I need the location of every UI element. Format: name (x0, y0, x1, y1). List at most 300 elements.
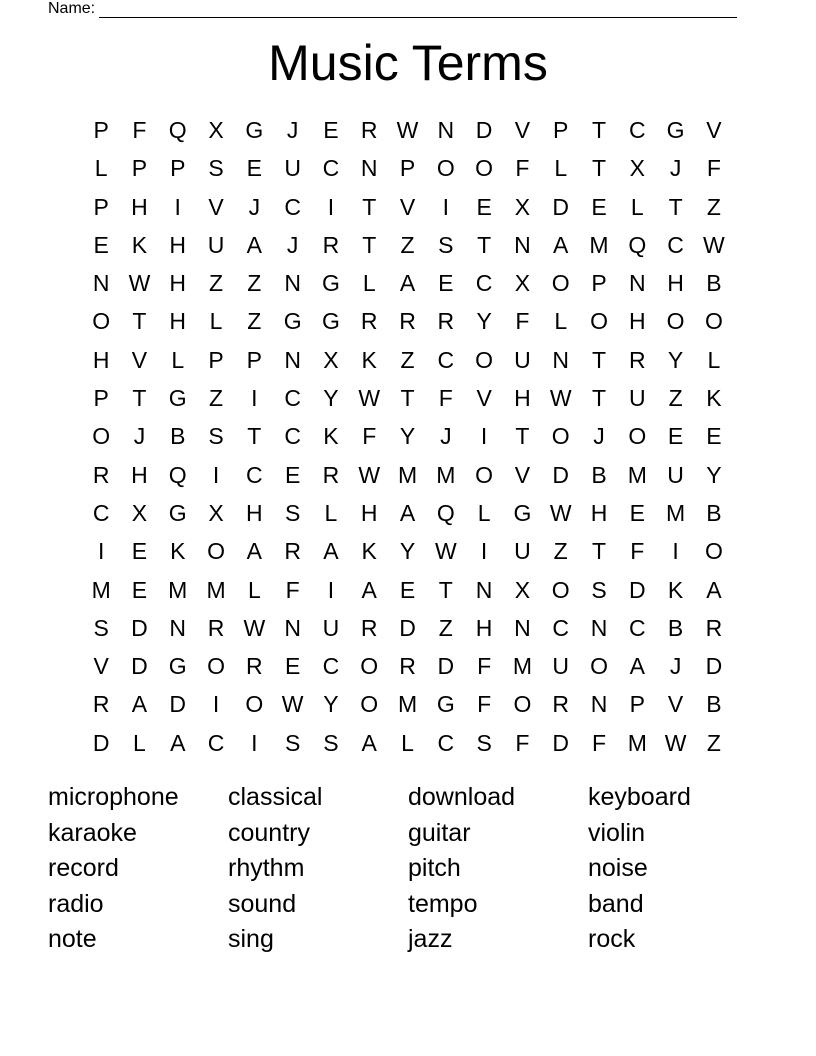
word-list-item: band (588, 889, 644, 918)
grid-letter: R (92, 691, 110, 718)
grid-letter: F (132, 117, 147, 143)
grid-letter: C (628, 117, 646, 143)
grid-letter: D (437, 653, 455, 680)
grid-letter: P (93, 193, 109, 220)
grid-letter: H (169, 270, 187, 297)
grid-letter: C (284, 385, 301, 412)
grid-letter: Q (628, 231, 647, 258)
grid-letter: H (628, 308, 646, 335)
grid-letter: O (436, 155, 455, 182)
grid-letter: X (629, 155, 645, 182)
grid-letter: I (251, 729, 258, 756)
grid-letter: I (212, 691, 220, 718)
grid-letter: W (281, 691, 304, 718)
grid-letter: Y (667, 346, 684, 373)
grid-letter: O (475, 461, 494, 488)
grid-letter: E (476, 193, 492, 220)
grid-letter: D (92, 729, 110, 756)
grid-letter: T (132, 385, 147, 412)
grid-letter: M (627, 729, 647, 756)
word-list-item: noise (588, 854, 648, 882)
grid-letter: R (360, 308, 378, 335)
grid-letter: U (514, 346, 531, 373)
grid-letter: D (131, 614, 148, 641)
grid-letter: R (360, 117, 378, 143)
page-title: Music Terms (268, 35, 548, 91)
grid-letter: P (93, 385, 109, 412)
grid-letter: X (514, 193, 531, 220)
grid-letter: U (667, 461, 684, 488)
grid-letter: N (92, 270, 110, 297)
grid-letter: T (438, 576, 453, 603)
grid-letter: S (476, 729, 492, 756)
name-label: Name: (48, 0, 96, 17)
grid-letter: G (168, 499, 187, 526)
word-list-item: jazz (408, 925, 453, 953)
grid-letter: R (360, 614, 378, 641)
word-list-item: download (408, 783, 516, 811)
grid-letter: F (591, 729, 607, 756)
grid-letter: K (170, 538, 186, 565)
grid-letter: U (552, 653, 570, 680)
grid-letter: L (554, 308, 568, 335)
letter-grid (82, 111, 733, 762)
grid-letter: T (591, 385, 607, 412)
grid-letter: R (628, 346, 646, 373)
grid-letter: F (477, 653, 492, 680)
grid-letter: U (628, 385, 646, 412)
grid-letter: G (283, 308, 302, 335)
grid-letter: H (169, 308, 187, 335)
grid-letter: J (593, 423, 605, 450)
grid-letter: C (92, 499, 110, 526)
grid-letter: B (706, 691, 722, 718)
grid-letter: U (207, 231, 225, 258)
grid-letter: L (133, 729, 146, 756)
grid-letter: F (477, 691, 492, 718)
grid-letter: X (514, 270, 531, 297)
grid-letter: J (669, 653, 682, 680)
grid-letter: G (321, 308, 340, 335)
grid-letter: R (437, 308, 455, 335)
grid-letter: V (131, 346, 148, 373)
grid-letter: Z (438, 614, 453, 641)
grid-letter: N (284, 270, 301, 297)
grid-letter: X (131, 499, 148, 526)
grid-letter: I (442, 193, 450, 220)
grid-letter: O (704, 538, 723, 565)
grid-letter: Y (399, 538, 416, 565)
grid-letter: A (131, 691, 148, 718)
grid-letter: C (628, 614, 646, 641)
grid-letter: N (514, 231, 531, 258)
grid-letter: O (704, 308, 723, 335)
grid-letter: P (399, 155, 416, 182)
grid-letter: X (208, 117, 224, 143)
grid-letter: V (93, 653, 109, 680)
grid-letter: H (667, 270, 684, 297)
grid-letter: K (131, 231, 148, 258)
grid-letter: E (629, 499, 645, 526)
grid-letter: T (591, 538, 607, 565)
word-list-item: note (48, 925, 97, 953)
grid-letter: S (93, 614, 109, 641)
grid-letter: W (434, 538, 457, 565)
grid-letter: V (208, 193, 224, 220)
grid-letter: E (284, 461, 301, 488)
grid-letter: A (399, 270, 416, 297)
grid-letter: I (672, 538, 679, 565)
grid-letter: U (284, 155, 301, 182)
grid-letter: H (360, 499, 378, 526)
grid-letter: H (131, 461, 148, 488)
word-list-item: rhythm (228, 854, 305, 882)
grid-letter: E (131, 576, 148, 603)
grid-letter: B (170, 423, 186, 450)
grid-letter: T (132, 308, 147, 335)
grid-letter: D (475, 117, 493, 143)
grid-letter: O (551, 423, 570, 450)
grid-letter: Y (706, 461, 722, 488)
grid-letter: V (476, 385, 492, 412)
grid-letter: W (358, 385, 381, 412)
grid-letter: Z (706, 193, 721, 220)
grid-letter: L (247, 576, 261, 603)
grid-letter: D (552, 729, 570, 756)
grid-letter: O (475, 155, 494, 182)
grid-letter: E (438, 270, 454, 297)
word-list-item: radio (48, 889, 104, 918)
grid-letter: O (92, 308, 111, 335)
grid-letter: M (397, 691, 418, 718)
grid-letter: L (554, 155, 568, 182)
grid-letter: F (515, 308, 530, 335)
grid-letter: U (322, 614, 340, 641)
grid-letter: C (322, 653, 340, 680)
grid-letter: T (591, 117, 607, 143)
grid-letter: S (284, 499, 301, 526)
grid-letter: Q (168, 117, 187, 143)
grid-letter: A (629, 653, 645, 680)
grid-letter: Z (209, 270, 224, 297)
grid-letter: V (399, 193, 416, 220)
grid-letter: I (174, 193, 181, 220)
grid-letter: X (514, 576, 531, 603)
grid-letter: N (475, 576, 493, 603)
grid-letter: D (131, 653, 148, 680)
grid-letter: B (591, 461, 607, 488)
grid-letter: F (515, 155, 530, 182)
grid-letter: I (480, 538, 488, 565)
grid-letter: J (286, 231, 299, 258)
grid-letter: Y (399, 423, 416, 450)
word-list-item: pitch (408, 854, 461, 882)
grid-letter: E (399, 576, 416, 603)
grid-letter: P (629, 691, 645, 718)
word-list-item: sound (228, 889, 297, 918)
grid-letter: G (168, 385, 187, 412)
grid-letter: C (552, 614, 570, 641)
grid-letter: E (706, 423, 722, 450)
grid-letter: M (512, 653, 532, 680)
grid-letter: H (590, 499, 608, 526)
word-list-item: rock (588, 925, 636, 953)
grid-letter: O (360, 653, 379, 680)
grid-letter: W (549, 499, 572, 526)
grid-letter: V (514, 461, 531, 488)
grid-letter: S (591, 576, 607, 603)
grid-letter: S (284, 729, 301, 756)
grid-letter: F (706, 155, 721, 182)
grid-letter: R (322, 231, 340, 258)
grid-letter: Y (476, 308, 492, 335)
grid-letter: D (169, 691, 187, 718)
grid-letter: G (436, 691, 455, 718)
grid-letter: O (590, 308, 608, 335)
grid-letter: K (361, 346, 377, 373)
grid-letter: Q (168, 461, 187, 488)
grid-letter: E (246, 155, 262, 182)
grid-letter: E (284, 653, 301, 680)
grid-letter: R (92, 461, 110, 488)
grid-letter: S (438, 231, 454, 258)
grid-letter: Z (706, 729, 721, 756)
word-list-item: record (48, 854, 119, 882)
grid-letter: B (706, 499, 722, 526)
grid-letter: F (285, 576, 300, 603)
grid-letter: D (705, 653, 723, 680)
grid-letter: C (667, 231, 684, 258)
grid-letter: S (208, 155, 224, 182)
grid-letter: N (437, 117, 455, 143)
grid-letter: T (362, 231, 377, 258)
grid-letter: M (666, 499, 686, 526)
grid-letter: C (284, 193, 301, 220)
grid-letter: J (440, 423, 452, 450)
grid-letter: X (323, 346, 339, 373)
grid-letter: W (243, 614, 266, 641)
grid-letter: K (361, 538, 377, 565)
grid-letter: C (437, 346, 455, 373)
grid-letter: C (475, 270, 493, 297)
grid-letter: L (171, 346, 185, 373)
grid-letter: P (131, 155, 148, 182)
word-list (48, 780, 768, 958)
grid-letter: O (628, 423, 647, 450)
grid-letter: Z (668, 385, 683, 412)
grid-letter: D (628, 576, 646, 603)
grid-letter: O (666, 308, 685, 335)
grid-letter: J (248, 193, 261, 220)
grid-letter: H (131, 193, 148, 220)
grid-letter: G (666, 117, 685, 143)
grid-letter: N (284, 614, 301, 641)
grid-letter: T (362, 193, 377, 220)
grid-letter: D (552, 193, 570, 220)
grid-letter: F (362, 423, 377, 450)
grid-letter: A (246, 538, 262, 565)
grid-letter: A (361, 576, 377, 603)
grid-letter: R (552, 691, 570, 718)
grid-letter: P (553, 117, 569, 143)
grid-letter: R (399, 653, 416, 680)
grid-letter: N (552, 346, 570, 373)
grid-letter: O (551, 576, 570, 603)
grid-letter: N (284, 346, 301, 373)
grid-letter: F (438, 385, 453, 412)
grid-letter: X (208, 499, 224, 526)
grid-letter: W (703, 231, 725, 258)
grid-letter: Y (323, 385, 339, 412)
grid-letter: L (401, 729, 414, 756)
grid-letter: D (399, 614, 416, 641)
word-list-item: classical (228, 783, 323, 811)
grid-letter: Z (553, 538, 568, 565)
grid-letter: N (169, 614, 187, 641)
grid-letter: S (208, 423, 224, 450)
grid-letter: A (170, 729, 186, 756)
grid-letter: Q (436, 499, 455, 526)
grid-letter: C (322, 155, 340, 182)
grid-letter: O (207, 653, 225, 680)
grid-letter: M (168, 576, 188, 603)
grid-letter: E (591, 193, 607, 220)
grid-letter: I (251, 385, 258, 412)
grid-letter: P (93, 117, 109, 143)
grid-letter: I (480, 423, 488, 450)
grid-letter: T (247, 423, 262, 450)
grid-letter: E (93, 231, 109, 258)
grid-letter: O (360, 691, 379, 718)
grid-letter: Z (400, 231, 415, 258)
grid-letter: K (323, 423, 339, 450)
grid-letter: N (590, 614, 608, 641)
word-list-item: karaoke (48, 818, 137, 847)
grid-letter: I (212, 461, 220, 488)
grid-letter: O (590, 653, 608, 680)
grid-letter: Y (323, 691, 339, 718)
grid-letter: O (92, 423, 111, 450)
grid-letter: N (514, 614, 531, 641)
grid-letter: B (706, 270, 722, 297)
grid-letter: A (361, 729, 377, 756)
grid-letter: P (208, 346, 224, 373)
grid-letter: F (630, 538, 645, 565)
grid-letter: M (397, 461, 418, 488)
grid-letter: T (477, 231, 492, 258)
grid-letter: L (209, 308, 223, 335)
grid-letter: H (246, 499, 263, 526)
word-list-item: microphone (48, 783, 179, 811)
grid-letter: H (169, 231, 187, 258)
grid-letter: L (630, 193, 644, 220)
word-list-item: tempo (408, 889, 478, 918)
grid-letter: H (92, 346, 110, 373)
word-list-item: country (228, 818, 310, 847)
word-list-item: sing (228, 925, 274, 953)
grid-letter: Z (247, 270, 262, 297)
grid-letter: V (667, 691, 684, 718)
grid-letter: Z (209, 385, 224, 412)
grid-letter: L (94, 155, 108, 182)
grid-letter: R (705, 614, 723, 641)
grid-letter: S (323, 729, 339, 756)
grid-letter: T (400, 385, 415, 412)
grid-letter: T (668, 193, 683, 220)
grid-letter: C (246, 461, 263, 488)
grid-letter: T (515, 423, 530, 450)
grid-letter: I (327, 193, 335, 220)
grid-letter: O (551, 270, 570, 297)
grid-letter: H (514, 385, 531, 412)
grid-letter: P (591, 270, 607, 297)
grid-letter: R (322, 461, 340, 488)
grid-letter: W (549, 385, 572, 412)
grid-letter: U (514, 538, 531, 565)
grid-letter: O (207, 538, 225, 565)
grid-letter: W (396, 117, 419, 143)
grid-letter: R (207, 614, 225, 641)
grid-letter: M (436, 461, 456, 488)
grid-letter: R (399, 308, 416, 335)
grid-letter: V (706, 117, 722, 143)
grid-letter: A (246, 231, 262, 258)
grid-letter: K (667, 576, 684, 603)
word-list-item: guitar (408, 818, 471, 847)
grid-letter: O (245, 691, 264, 718)
grid-letter: P (246, 346, 262, 373)
grid-letter: C (284, 423, 301, 450)
grid-letter: A (323, 538, 339, 565)
grid-letter: L (477, 499, 491, 526)
name-blank-line (99, 2, 737, 18)
grid-letter: V (514, 117, 531, 143)
grid-letter: M (206, 576, 226, 603)
word-list-item: violin (588, 818, 645, 847)
grid-letter: R (246, 653, 263, 680)
grid-letter: N (628, 270, 646, 297)
grid-letter: C (437, 729, 455, 756)
grid-letter: I (97, 538, 105, 565)
grid-letter: O (475, 346, 494, 373)
grid-letter: I (327, 576, 335, 603)
grid-letter: D (552, 461, 570, 488)
grid-letter: F (515, 729, 530, 756)
grid-letter: G (245, 117, 264, 143)
grid-letter: G (321, 270, 340, 297)
grid-letter: T (591, 155, 607, 182)
grid-letter: G (513, 499, 532, 526)
grid-letter: G (168, 653, 187, 680)
grid-letter: M (627, 461, 647, 488)
grid-letter: W (664, 729, 687, 756)
grid-letter: C (207, 729, 225, 756)
grid-letter: E (131, 538, 148, 565)
grid-letter: Z (400, 346, 415, 373)
grid-letter: N (590, 691, 608, 718)
grid-letter: P (170, 155, 186, 182)
grid-letter: M (589, 231, 609, 258)
grid-letter: J (669, 155, 682, 182)
grid-letter: K (706, 385, 722, 412)
grid-letter: L (362, 270, 376, 297)
name-field (48, 0, 737, 18)
grid-letter: W (358, 461, 381, 488)
grid-letter: W (128, 270, 151, 297)
grid-letter: E (667, 423, 684, 450)
grid-letter: L (324, 499, 338, 526)
grid-letter: M (91, 576, 111, 603)
